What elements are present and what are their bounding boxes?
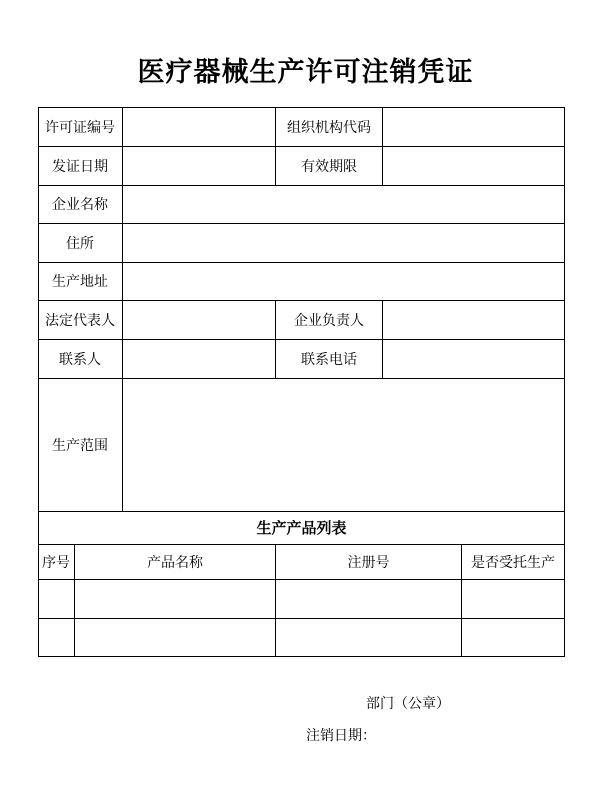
production-address-label: 生产地址 xyxy=(52,274,108,290)
contact-phone-label: 联系电话 xyxy=(301,351,357,368)
product-row-1-contract[interactable] xyxy=(462,579,564,618)
product-row-2-registration[interactable] xyxy=(276,618,461,656)
product-row-2-serial[interactable] xyxy=(38,618,74,656)
validity-label: 有效期限 xyxy=(301,158,357,175)
document-title: 医疗器械生产许可注销凭证 xyxy=(137,57,474,88)
company-head-field[interactable] xyxy=(383,300,564,339)
residence-field[interactable] xyxy=(123,223,564,262)
table-border-bottom xyxy=(38,656,565,657)
contact-phone-field[interactable] xyxy=(383,339,564,378)
contact-field[interactable] xyxy=(123,339,275,378)
production-address-field[interactable] xyxy=(123,262,564,300)
product-row-1-name[interactable] xyxy=(75,579,275,618)
cancellation-date-label: 注销日期： xyxy=(306,728,376,744)
legal-rep-label: 法定代表人 xyxy=(45,312,115,329)
header-contract-manufacturing: 是否受托生产 xyxy=(471,554,555,571)
product-list-title: 生产产品列表 xyxy=(256,519,347,537)
header-product-name: 产品名称 xyxy=(147,554,203,571)
department-seal-label: 部门（公章） xyxy=(366,696,450,712)
header-serial-no: 序号 xyxy=(42,554,70,571)
header-registration-no: 注册号 xyxy=(347,554,390,571)
scope-field[interactable] xyxy=(123,378,564,511)
license-no-field[interactable] xyxy=(123,107,275,146)
org-code-label: 组织机构代码 xyxy=(287,119,371,136)
org-code-field[interactable] xyxy=(383,107,564,146)
company-name-label: 企业名称 xyxy=(52,197,108,213)
product-row-2-name[interactable] xyxy=(75,618,275,656)
issue-date-label: 发证日期 xyxy=(52,158,108,175)
product-row-1-serial[interactable] xyxy=(38,579,74,618)
table-border-right xyxy=(564,107,565,657)
validity-field[interactable] xyxy=(383,146,564,185)
legal-rep-field[interactable] xyxy=(123,300,275,339)
scope-label: 生产范围 xyxy=(52,437,108,454)
company-name-field[interactable] xyxy=(123,185,564,223)
issue-date-field[interactable] xyxy=(123,146,275,185)
product-row-1-registration[interactable] xyxy=(276,579,461,618)
product-row-2-contract[interactable] xyxy=(462,618,564,656)
license-no-label: 许可证编号 xyxy=(45,119,115,136)
residence-label: 住所 xyxy=(66,235,94,252)
contact-label: 联系人 xyxy=(59,351,101,368)
company-head-label: 企业负责人 xyxy=(294,312,364,329)
